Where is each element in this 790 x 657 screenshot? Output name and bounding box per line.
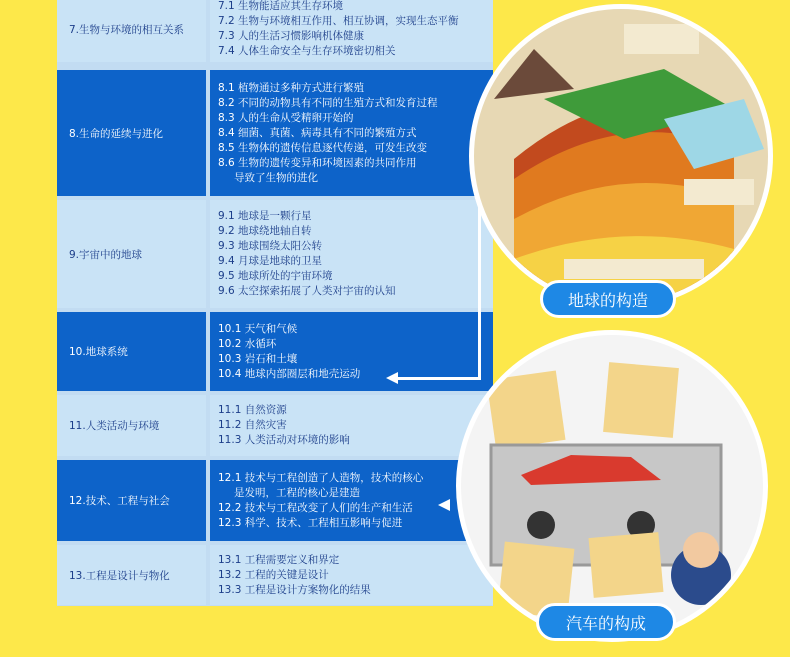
car-parts-label: 汽车的构成: [536, 603, 676, 641]
table-row: [57, 460, 493, 541]
row-item: 7.3 人的生活习惯影响机体健康: [218, 30, 365, 42]
row-topic: 13.工程是设计与物化: [57, 545, 206, 605]
row-item: 9.1 地球是一颗行星: [218, 210, 312, 222]
row-item: 10.3 岩石和土壤: [218, 352, 298, 365]
row-item: 导致了生物的进化: [234, 171, 318, 184]
row-item: 10.2 水循环: [218, 337, 277, 350]
row-item: 8.2 不同的动物具有不同的生殖方式和发育过程: [218, 96, 438, 109]
row-item: 是发明，工程的核心是建造: [234, 486, 360, 499]
table-row: [57, 200, 493, 308]
row-item: 8.3 人的生命从受精卵开始的: [218, 111, 354, 124]
connector-line: [478, 198, 481, 380]
row-topic: 12.技术、工程与社会: [57, 460, 206, 541]
row-item: 9.2 地球绕地轴自转: [218, 225, 312, 237]
row-topic: 11.人类活动与环境: [57, 395, 206, 456]
row-topic: 8.生命的延续与进化: [57, 70, 206, 196]
row-topic: 10.地球系统: [57, 312, 206, 391]
row-item: 10.4 地球内部圈层和地壳运动: [218, 367, 361, 380]
row-items: [210, 200, 493, 308]
row-item: 9.3 地球围绕太阳公转: [218, 240, 323, 252]
row-items: [210, 70, 493, 196]
row-item: 12.1 技术与工程创造了人造物，技术的核心: [218, 471, 424, 484]
row-item: 7.1 生物能适应其生存环境: [218, 0, 344, 12]
table-row: [57, 70, 493, 196]
row-items: [210, 395, 493, 456]
row-item: 8.4 细菌、真菌、病毒具有不同的繁殖方式: [218, 126, 417, 139]
row-item: 9.5 地球所处的宇宙环境: [218, 270, 333, 282]
row-item: 8.1 植物通过多种方式进行繁殖: [218, 81, 365, 94]
row-item: 7.2 生物与环境相互作用、相互协调，实现生态平衡: [218, 15, 459, 27]
row-topic: 9.宇宙中的地球: [57, 200, 206, 308]
row-item: 11.1 自然资源: [218, 404, 287, 416]
row-item: 7.4 人体生命安全与生存环境密切相关: [218, 45, 396, 57]
row-item: 10.1 天气和气候: [218, 322, 298, 335]
row-item: 12.3 科学、技术、工程相互影响与促进: [218, 516, 403, 529]
row-item: 8.5 生物体的遗传信息逐代传递，可发生改变: [218, 141, 428, 154]
row-items: [210, 0, 493, 62]
connector-line: [396, 377, 481, 380]
row-item: 13.2 工程的关键是设计: [218, 568, 329, 581]
row-item: 11.2 自然灾害: [218, 419, 287, 431]
row-item: 9.6 太空探索拓展了人类对宇宙的认知: [218, 285, 396, 297]
table-row: [57, 395, 493, 456]
row-item: 11.3 人类活动对环境的影响: [218, 434, 350, 446]
earth-structure-image: [469, 4, 773, 308]
earth-structure-label: 地球的构造: [540, 280, 676, 318]
earth-illustration: [474, 9, 773, 308]
row-item: 9.4 月球是地球的卫星: [218, 255, 323, 267]
row-topic: 7.生物与环境的相互关系: [57, 0, 206, 62]
table-row: [57, 0, 493, 62]
row-item: 8.6 生物的遗传变异和环境因素的共同作用: [218, 156, 417, 169]
row-items: [210, 545, 493, 605]
car-parts-image: [456, 330, 768, 642]
row-item: 12.2 技术与工程改变了人们的生产和生活: [218, 501, 413, 514]
row-item: 13.1 工程需要定义和界定: [218, 553, 340, 566]
arrow-head-icon: [438, 498, 452, 512]
arrow-head-icon: [386, 371, 400, 385]
row-item: 13.3 工程是设计方案物化的结果: [218, 583, 371, 596]
table-row: [57, 545, 493, 605]
car-illustration: [461, 335, 763, 637]
